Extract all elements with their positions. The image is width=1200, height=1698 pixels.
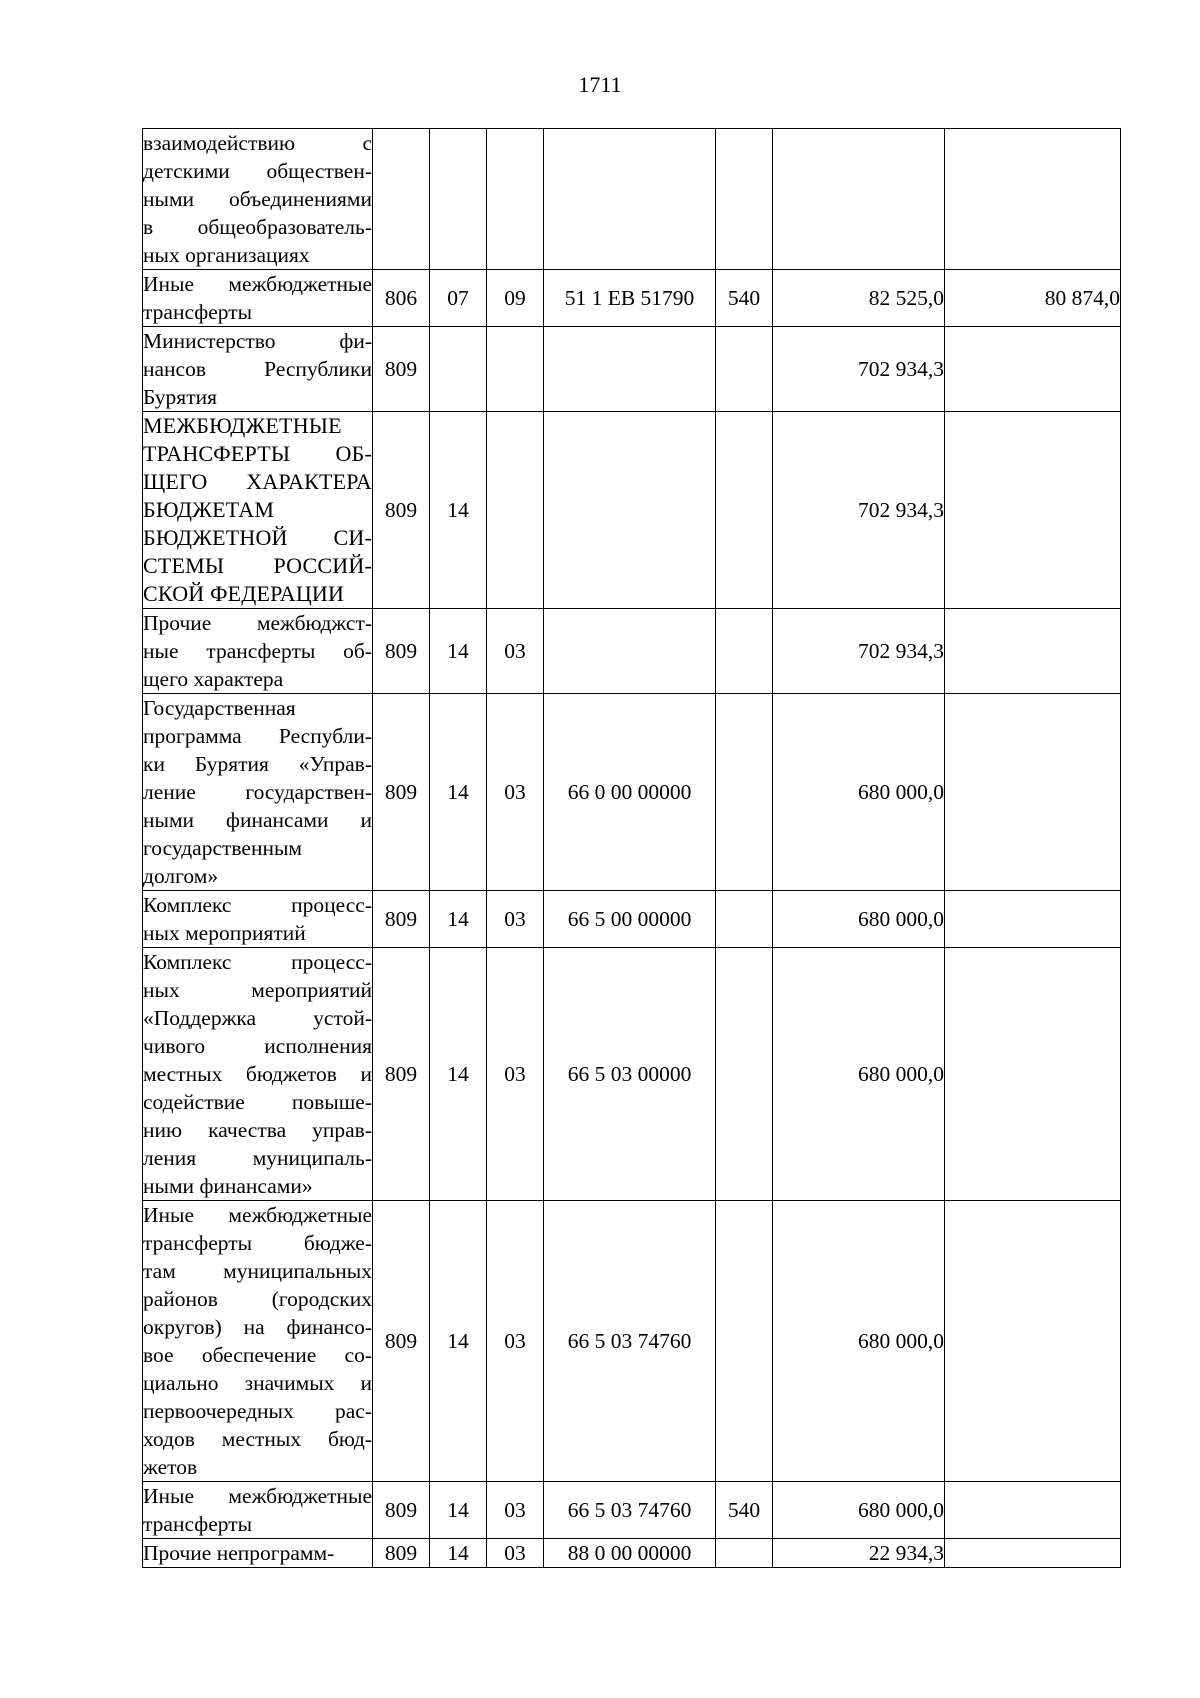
row-cell-col6: 680 000,0 <box>773 1482 945 1539</box>
row-cell-col6: 680 000,0 <box>773 891 945 948</box>
row-cell-col7 <box>945 948 1121 1201</box>
row-name-cell <box>143 694 373 891</box>
row-cell-col5 <box>716 891 773 948</box>
row-cell-col3: 03 <box>487 609 544 694</box>
row-name-cell <box>143 609 373 694</box>
row-name-line: Прочие межбюджст- <box>143 611 372 635</box>
row-name-line: Комплекс процесс- <box>143 950 372 974</box>
row-cell-col7 <box>945 694 1121 891</box>
row-name-line: Комплекс процесс- <box>143 893 372 917</box>
row-name-cell <box>143 270 373 327</box>
row-cell-col3: 03 <box>487 1539 544 1568</box>
row-cell-col1: 809 <box>373 412 430 609</box>
row-cell-col3: 03 <box>487 948 544 1201</box>
row-name-line: нансов Республики <box>143 357 372 381</box>
row-cell-col5 <box>716 412 773 609</box>
row-cell-col5 <box>716 1201 773 1482</box>
row-name-line: программа Республи- <box>143 724 372 748</box>
row-cell-col2: 14 <box>430 891 487 948</box>
row-cell-col6: 702 934,3 <box>773 412 945 609</box>
row-cell-col1: 809 <box>373 948 430 1201</box>
row-cell-col7 <box>945 1482 1121 1539</box>
row-cell-col3 <box>487 327 544 412</box>
table-row <box>143 129 1121 270</box>
row-name-line: «Поддержка устой- <box>143 1006 372 1030</box>
row-cell-col6 <box>773 129 945 270</box>
row-cell-col2: 14 <box>430 948 487 1201</box>
row-name-line: ления муниципаль- <box>143 1146 372 1170</box>
row-name-cell <box>143 327 373 412</box>
row-name-line: ными финансами и <box>143 808 372 832</box>
row-cell-col5 <box>716 1539 773 1568</box>
table-row <box>143 270 1121 327</box>
row-cell-col2: 14 <box>430 1539 487 1568</box>
row-cell-col4: 66 0 00 00000 <box>544 694 716 891</box>
table-row <box>143 412 1121 609</box>
row-name-line: БЮДЖЕТАМ <box>143 497 275 522</box>
row-cell-col3 <box>487 412 544 609</box>
row-name-line: трансферты <box>143 300 253 324</box>
row-cell-col6: 680 000,0 <box>773 1201 945 1482</box>
row-cell-col6: 702 934,3 <box>773 609 945 694</box>
row-cell-col6: 702 934,3 <box>773 327 945 412</box>
row-cell-col2: 14 <box>430 412 487 609</box>
row-name-line: там муниципальных <box>143 1259 372 1283</box>
row-cell-col3: 03 <box>487 891 544 948</box>
row-cell-col7 <box>945 327 1121 412</box>
row-cell-col7 <box>945 891 1121 948</box>
table-row <box>143 1539 1121 1568</box>
row-name-line: Министерство фи- <box>143 329 372 353</box>
page-number: 1711 <box>578 72 622 97</box>
budget-table <box>142 128 1121 1568</box>
row-name-line: ление государствен- <box>143 780 372 804</box>
row-cell-col1: 809 <box>373 1539 430 1568</box>
row-cell-col7 <box>945 609 1121 694</box>
row-cell-col1: 809 <box>373 609 430 694</box>
row-name-line: содействие повыше- <box>143 1090 372 1114</box>
row-name-line: ЩЕГО ХАРАКТЕРА <box>143 469 372 494</box>
row-name-line: Иные межбюджетные <box>143 1203 372 1227</box>
row-name-line: Государственная <box>143 696 296 720</box>
row-name-line: вое обеспечение со- <box>143 1343 372 1367</box>
row-cell-col7 <box>945 1201 1121 1482</box>
row-cell-col6: 680 000,0 <box>773 948 945 1201</box>
row-name-line: детскими обществен- <box>143 159 372 183</box>
row-cell-col5 <box>716 609 773 694</box>
row-name-line: трансферты <box>143 1512 253 1536</box>
row-cell-col4: 88 0 00 00000 <box>544 1539 716 1568</box>
row-cell-col1: 809 <box>373 694 430 891</box>
row-name-line: первоочередных рас- <box>143 1399 372 1423</box>
table-row <box>143 694 1121 891</box>
row-cell-col4 <box>544 609 716 694</box>
row-name-line: щего характера <box>143 667 284 691</box>
row-name-line: циально значимых и <box>143 1371 372 1395</box>
row-name-line: ТРАНСФЕРТЫ ОБ- <box>143 441 372 466</box>
row-name-line: местных бюджетов и <box>143 1062 372 1086</box>
row-cell-col4 <box>544 129 716 270</box>
row-name-line: округов) на финансо- <box>143 1315 372 1339</box>
row-name-line: СКОЙ ФЕДЕРАЦИИ <box>143 581 345 606</box>
row-name-line: государственным <box>143 836 303 860</box>
row-name-cell <box>143 129 373 270</box>
row-name-cell <box>143 1201 373 1482</box>
row-name-line: ки Бурятия «Управ- <box>143 752 372 776</box>
row-name-line: ными финансами» <box>143 1174 313 1198</box>
row-name-line: жетов <box>143 1455 198 1479</box>
row-cell-col7 <box>945 412 1121 609</box>
row-cell-col2: 14 <box>430 694 487 891</box>
table-row <box>143 1201 1121 1482</box>
row-name-line: чивого исполнения <box>143 1034 372 1058</box>
row-cell-col2: 14 <box>430 1201 487 1482</box>
row-cell-col7 <box>945 129 1121 270</box>
row-cell-col5: 540 <box>716 1482 773 1539</box>
row-cell-col4: 66 5 03 74760 <box>544 1482 716 1539</box>
row-name-line: ных мероприятий <box>143 921 306 945</box>
table-row <box>143 891 1121 948</box>
row-cell-col7: 80 874,0 <box>945 270 1121 327</box>
row-cell-col1 <box>373 129 430 270</box>
row-name-line: Иные межбюджетные <box>143 1484 372 1508</box>
row-name-cell <box>143 891 373 948</box>
budget-table-body <box>143 129 1121 1568</box>
row-cell-col5 <box>716 327 773 412</box>
row-name-line: ных организациях <box>143 243 310 267</box>
row-cell-col6: 82 525,0 <box>773 270 945 327</box>
row-cell-col1: 809 <box>373 1482 430 1539</box>
row-cell-col3: 03 <box>487 1482 544 1539</box>
row-name-line: трансферты бюдже- <box>143 1231 372 1255</box>
row-name-line: ных мероприятий <box>143 978 372 1002</box>
row-name-line: Иные межбюджетные <box>143 272 372 296</box>
row-name-line: Прочие непрограмм- <box>143 1541 335 1565</box>
table-row <box>143 1482 1121 1539</box>
row-name-line: взаимодействию с <box>143 131 372 155</box>
row-name-line: в общеобразователь- <box>143 215 372 239</box>
table-row <box>143 327 1121 412</box>
table-row <box>143 609 1121 694</box>
row-cell-col1: 806 <box>373 270 430 327</box>
row-cell-col6: 680 000,0 <box>773 694 945 891</box>
row-cell-col4: 66 5 00 00000 <box>544 891 716 948</box>
row-cell-col2 <box>430 327 487 412</box>
row-name-line: СТЕМЫ РОССИЙ- <box>143 553 372 578</box>
row-cell-col3: 03 <box>487 1201 544 1482</box>
row-cell-col2 <box>430 129 487 270</box>
row-name-line: Бурятия <box>143 385 217 409</box>
row-cell-col2: 14 <box>430 1482 487 1539</box>
row-cell-col5 <box>716 948 773 1201</box>
row-name-line: БЮДЖЕТНОЙ СИ- <box>143 525 372 550</box>
row-cell-col2: 07 <box>430 270 487 327</box>
row-cell-col4 <box>544 412 716 609</box>
row-cell-col4: 66 5 03 00000 <box>544 948 716 1201</box>
row-cell-col7 <box>945 1539 1121 1568</box>
row-cell-col5 <box>716 694 773 891</box>
row-name-line: ходов местных бюд- <box>143 1427 372 1451</box>
row-name-line: районов (городских <box>143 1287 372 1311</box>
row-cell-col4: 66 5 03 74760 <box>544 1201 716 1482</box>
row-cell-col5: 540 <box>716 270 773 327</box>
row-name-line: долгом» <box>143 864 219 888</box>
row-cell-col3: 09 <box>487 270 544 327</box>
row-cell-col1: 809 <box>373 327 430 412</box>
row-name-cell <box>143 1482 373 1539</box>
row-name-cell <box>143 1539 373 1568</box>
table-row <box>143 948 1121 1201</box>
row-name-line: нию качества управ- <box>143 1118 372 1142</box>
row-cell-col5 <box>716 129 773 270</box>
row-name-line: ными объединениями <box>143 187 372 211</box>
row-name-line: ные трансферты об- <box>143 639 372 663</box>
row-name-line: МЕЖБЮДЖЕТНЫЕ <box>143 413 342 438</box>
row-cell-col6: 22 934,3 <box>773 1539 945 1568</box>
row-name-cell <box>143 412 373 609</box>
row-cell-col1: 809 <box>373 1201 430 1482</box>
row-cell-col1: 809 <box>373 891 430 948</box>
row-cell-col2: 14 <box>430 609 487 694</box>
row-name-cell <box>143 948 373 1201</box>
row-cell-col3: 03 <box>487 694 544 891</box>
row-cell-col4 <box>544 327 716 412</box>
row-cell-col3 <box>487 129 544 270</box>
row-cell-col4: 51 1 ЕВ 51790 <box>544 270 716 327</box>
